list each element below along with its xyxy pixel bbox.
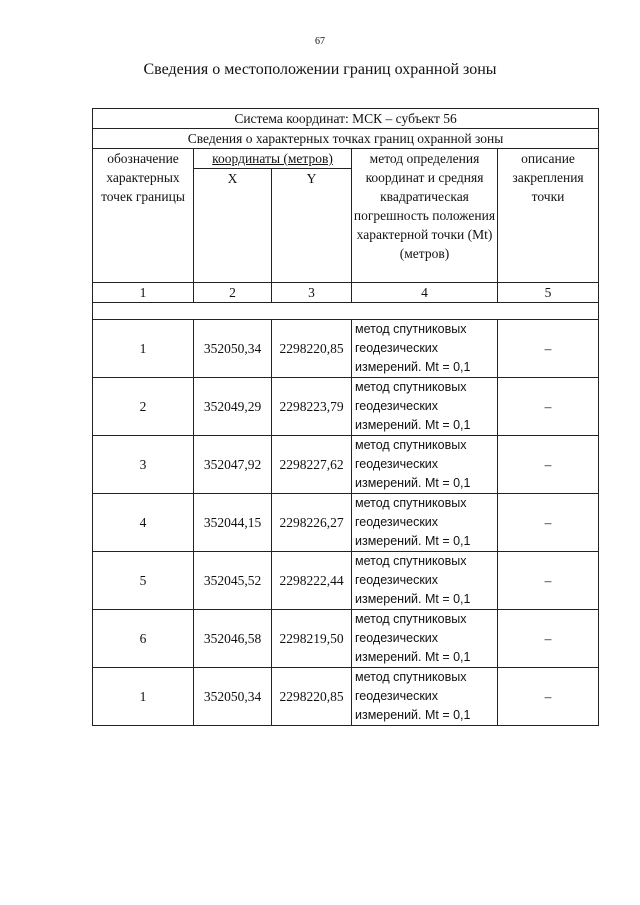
x-value: 352050,34 [194,668,272,726]
point-id: 1 [93,668,194,726]
coordinates-table [92,108,599,726]
method-text: метод спутниковых геодезических измерений. Mt = 0,1 [352,436,498,494]
document-title: Сведения о местоположении границ охранной зоны [143,61,497,78]
empty-row [93,303,599,320]
column-number: 5 [498,283,599,303]
table-row [93,668,599,726]
x-value: 352050,34 [194,320,272,378]
table-row [93,378,599,436]
header-row-top [93,149,599,169]
points-info-label: Сведения о характерных точках границ охранной зоны [93,129,599,149]
table-row [93,320,599,378]
point-id: 6 [93,610,194,668]
method-text: метод спутниковых геодезических измерений. Mt = 0,1 [352,552,498,610]
y-value: 2298223,79 [272,378,352,436]
column-number: 3 [272,283,352,303]
column-number: 4 [352,283,498,303]
header-y: Y [272,169,352,283]
column-number: 2 [194,283,272,303]
method-text: метод спутниковых геодезических измерений. Mt = 0,1 [352,378,498,436]
coordinate-system-label: Система координат: МСК – субъект 56 [93,109,599,129]
point-id: 3 [93,436,194,494]
header-point-text: обозначение характерных точек границы [101,151,185,204]
method-text: метод спутниковых геодезических измерений. Mt = 0,1 [352,320,498,378]
header-point [93,149,194,283]
method-text: метод спутниковых геодезических измерений. Mt = 0,1 [352,610,498,668]
header-description [498,149,599,283]
coordinate-system-row [93,109,599,129]
column-number: 1 [93,283,194,303]
x-value: 352049,29 [194,378,272,436]
point-id: 5 [93,552,194,610]
point-id: 4 [93,494,194,552]
description-value: – [498,610,599,668]
point-id: 1 [93,320,194,378]
x-value: 352047,92 [194,436,272,494]
method-text: метод спутниковых геодезических измерений. Mt = 0,1 [352,668,498,726]
header-coords-text: координаты (метров) [212,151,333,166]
header-method [352,149,498,283]
column-numbers-row [93,283,599,303]
y-value: 2298220,85 [272,668,352,726]
description-value: – [498,552,599,610]
y-value: 2298226,27 [272,494,352,552]
header-coords [194,149,352,169]
description-value: – [498,320,599,378]
empty-cell [93,303,599,320]
y-value: 2298220,85 [272,320,352,378]
description-value: – [498,436,599,494]
page-number: 67 [315,36,325,47]
header-x: X [194,169,272,283]
method-text: метод спутниковых геодезических измерений. Mt = 0,1 [352,494,498,552]
points-info-row [93,129,599,149]
y-value: 2298222,44 [272,552,352,610]
header-method-text: метод определения координат и средняя квадратическая погрешность положения характерной точки (Mt) (метров) [353,151,496,261]
point-id: 2 [93,378,194,436]
x-value: 352045,52 [194,552,272,610]
description-value: – [498,494,599,552]
x-value: 352046,58 [194,610,272,668]
table-row [93,552,599,610]
y-value: 2298219,50 [272,610,352,668]
header-description-text: описание закрепления точки [512,151,584,204]
description-value: – [498,668,599,726]
x-value: 352044,15 [194,494,272,552]
y-value: 2298227,62 [272,436,352,494]
table-row [93,436,599,494]
table-row [93,494,599,552]
description-value: – [498,378,599,436]
table-row [93,610,599,668]
